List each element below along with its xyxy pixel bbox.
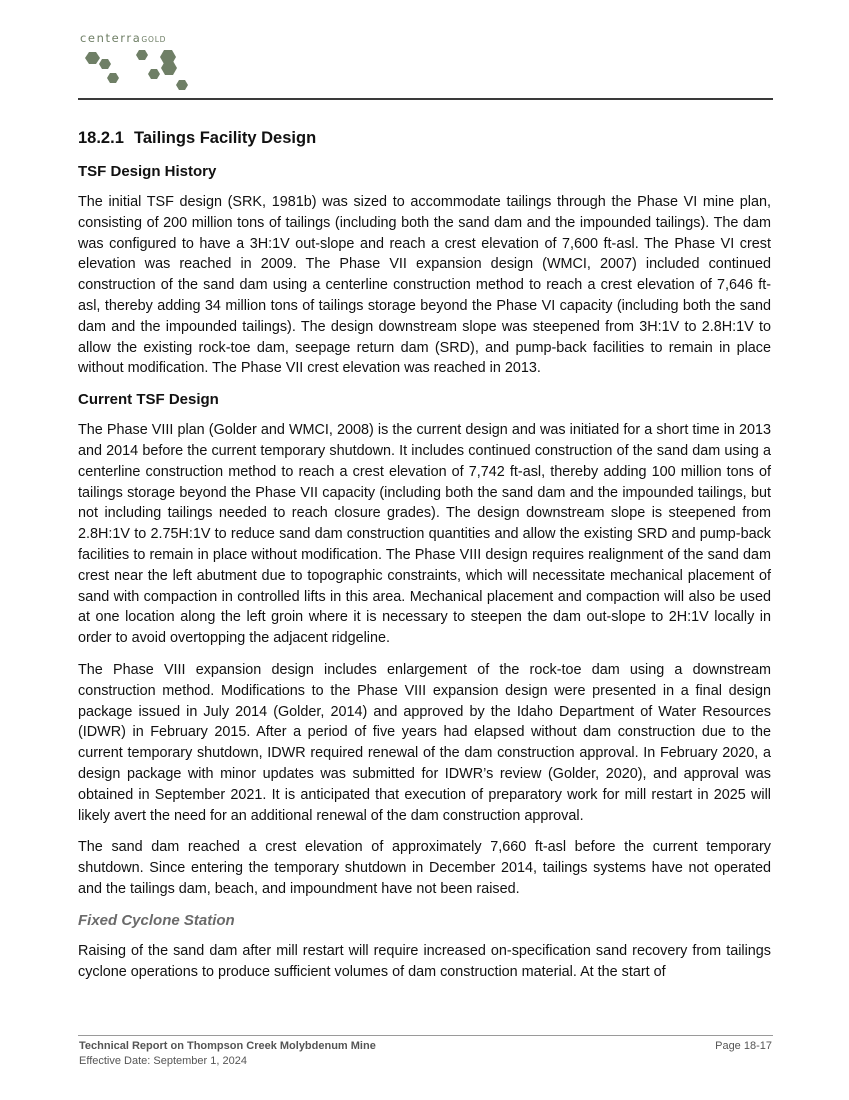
logo-hexagon (136, 50, 148, 60)
logo-hexagon (107, 73, 119, 83)
footer-divider (78, 1035, 773, 1036)
section-number: 18.2.1 (78, 129, 124, 147)
subheading-current-tsf-design: Current TSF Design (78, 391, 219, 409)
logo-sub-text: GOLD (141, 35, 167, 44)
logo-hexagon (85, 52, 100, 64)
paragraph-cyclone-station: Raising of the sand dam after mill restart will require increased on-specification sand recovery from tailings cyclone operations to produce sufficient volumes of dam construction material. At the start of (78, 942, 771, 980)
subheading-tsf-design-history: TSF Design History (78, 163, 217, 180)
paragraph-sand-dam-status: The sand dam reached a crest elevation of approximately 7,660 ft-asl before the current temporary shutdown. Since entering the temporary shutdown in December 2014, tailings systems have not operated and the tailings dam, beach, and impoundment have not been raised. (78, 839, 771, 897)
footer-report-title: Technical Report on Thompson Creek Molybdenum Mine (79, 1040, 376, 1052)
subheading-fixed-cyclone-station: Fixed Cyclone Station (78, 911, 235, 929)
logo-hexagon (99, 59, 111, 69)
logo-hexagon (161, 61, 177, 75)
logo-main-text: centerra (80, 31, 142, 45)
section-heading (78, 128, 771, 148)
page-header (78, 28, 773, 99)
paragraph-phase-viii-plan: The Phase VIII plan (Golder and WMCI, 2008) is the current design and was initiated for a short time in 2013 and 2014 before the current temporary shutdown. It includes continued construction of the sand dam using a centerline construction method to reach a crest elevation of 7,742 ft-asl, thereby adding 100 million tons of tailings storage beyond the Phase VII capacity (including both the sand dam and the impounded tailings, but not including tailings needed to reach closure grades). The design downstream slope is steepened from 2.8H:1V to 2.75H:1V to reduce sand dam construction quantities and allow the existing SRD and pump-back facilities to remain in place without modification. The Phase VIII design requires realignment of the sand dam crest near the left abutment due to topographic constraints, which will necessitate mechanical placement of sand with compaction in controlled lifts in this area. Mechanical placement and compaction will also be used at one location along the left groin where it is necessary to steepen the dam out-slope to 2H:1V locally in order to avoid overtopping the adjacent ridgeline. (78, 422, 771, 647)
logo-hexagon (148, 69, 160, 79)
page-content (78, 128, 771, 993)
company-logo-wordmark (80, 31, 166, 45)
paragraph-design-history: The initial TSF design (SRK, 1981b) was sized to accommodate tailings through the Phase VI mine plan, consisting of 200 million tons of tailings (including both the sand dam and the impounded tailings). The dam was configured to have a 3H:1V out-slope and reach a crest elevation of 7,600 ft-asl. The Phase VI crest elevation was reached in 2009. The Phase VII expansion design (WMCI, 2007) included continued construction of the sand dam using a centerline construction method to reach a crest elevation of 7,646 ft-asl, thereby adding 34 million tons of tailings storage beyond the Phase VI capacity (including both the sand dam and the impounded tailings). The design downstream slope was steepened from 3H:1V to 2.8H:1V to allow the existing rock-toe dam, seepage return dam (SRD), and pump-back facilities to remain in place without modification. The Phase VII crest elevation was reached in 2013. (78, 194, 771, 377)
header-divider (78, 98, 773, 100)
footer-effective-date: Effective Date: September 1, 2024 (79, 1055, 247, 1067)
footer-page-number: Page 18-17 (715, 1040, 772, 1052)
company-logo-hexagons-icon (80, 46, 200, 98)
section-title: Tailings Facility Design (134, 129, 317, 147)
paragraph-phase-viii-expansion: The Phase VIII expansion design includes enlargement of the rock-toe dam using a downstream construction method. Modifications to the Phase VIII expansion design were presented in a final design package issued in July 2014 (Golder, 2014) and approved by the Idaho Department of Water Resources (IDWR) in February 2015. After a period of five years had elapsed without dam construction due to the current temporary shutdown, IDWR required renewal of the dam construction approval. In February 2020, a design package with minor updates was submitted for IDWR’s review (Golder, 2020), and approval was obtained in September 2021. It is anticipated that execution of preparatory work for mill restart in 2025 will likely avert the need for an additional renewal of the dam construction approval. (78, 661, 771, 824)
logo-hexagon (176, 80, 188, 90)
